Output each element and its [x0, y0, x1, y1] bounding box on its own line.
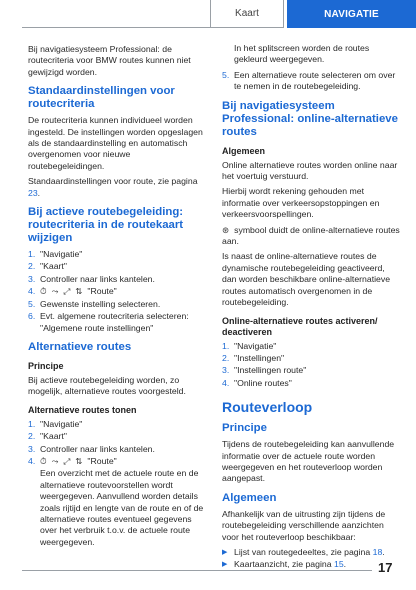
triangle-bullet-icon: ▶: [222, 548, 228, 556]
step-item: 1. "Navigatie": [28, 249, 83, 260]
page-number: 17: [378, 560, 393, 575]
step-item: 3. Controller naar links kantelen.: [28, 273, 155, 284]
road-icon: ⇅: [75, 455, 83, 466]
principle-text: Bij actieve routebegeleiding worden, zo mogelijk, alternatieve routes voorgesteld.: [28, 374, 186, 397]
heading-general: Algemeen: [222, 145, 266, 156]
page-link-18[interactable]: 18: [372, 546, 383, 557]
heading-standard-settings: Standaardinstellingen voor routecriteria: [28, 85, 175, 111]
page-header: [0, 0, 416, 28]
general-text-3: Is naast de online-alternatieve routes de dynamische routebegeleiding geactiveerd, dan worden beschikbare online-alternatieve routes automatisch overgenomen in de routebegeleiding.: [222, 251, 391, 308]
intro-text: Bij navigatiesysteem Professional: de routecriteria voor BMW routes kunnen niet gewijzigd worden.: [28, 44, 191, 77]
heading-professional-online: Bij navigatiesysteem Professional: online-alternatieve routes: [222, 99, 398, 138]
road-icon: ⇅: [75, 286, 83, 297]
online-route-icon: ⊛: [222, 224, 230, 235]
split-text: In het splitscreen worden de routes gekleurd weergegeven.: [234, 43, 370, 65]
heading-principle-2: Principe: [222, 422, 267, 435]
step-item: 4. ⏱ ⤳ ⤢ ⇅ "Route": [28, 455, 117, 466]
step-item: 4. ⏱ ⤳ ⤢ ⇅ "Route": [28, 286, 117, 297]
general-text-2: Hierbij wordt rekening gehouden met informatie over verkeersopstoppingen en verkeersvoorspellingen.: [222, 186, 380, 220]
step-item: 2. "Kaart": [28, 261, 67, 272]
heading-general-2: Algemeen: [222, 491, 277, 504]
route-icon: ⤳: [51, 286, 59, 297]
principle-text-2: Tijdens de routebegeleiding kan aanvullende informatie over de actuele route worden weergegeven en het routeverloop worden aangepast.: [222, 439, 395, 484]
page-link-15[interactable]: 15: [333, 559, 344, 570]
left-column: [28, 44, 206, 552]
chapter-tab: NAVIGATIE: [287, 0, 416, 28]
step-item: 2. "Instellingen": [222, 352, 285, 363]
right-column: [222, 44, 400, 572]
list-item: ▶ Lijst van routegedeeltes, zie pagina 18.: [222, 546, 385, 557]
map-pin-icon: ⤢: [63, 286, 71, 297]
footer-rule: [22, 570, 372, 571]
standard-reference: Standaardinstellingen voor route, zie pagina 23.: [28, 176, 198, 198]
step-item: 6. Evt. algemene routecriteria selecteren: "Algemene route instellingen": [28, 311, 189, 333]
heading-activate-online: Online-alternatieve routes activeren/ deactiveren: [222, 315, 378, 337]
standard-text: De routecriteria kunnen individueel worden ingesteld. De instellingen worden opgeslagen als de standaardinstelling en automatisch overgenomen voor nieuwe routebegeleidingen.: [28, 115, 203, 171]
active-steps: [28, 249, 206, 334]
list-item: ▶ Kaartaanzicht, zie pagina 15.: [222, 559, 347, 570]
heading-route-course: Routeverloop: [222, 399, 313, 416]
step-item: 5. Gewenste instelling selecteren.: [28, 298, 161, 309]
step-item: 2. "Kaart": [28, 431, 67, 442]
heading-active-guidance: Bij actieve routebegeleiding: routecriteria in de routekaart wijzigen: [28, 206, 184, 245]
clock-icon: ⏱: [40, 286, 47, 297]
step-item: 3. Controller naar links kantelen.: [28, 443, 155, 454]
step-item: 1. "Navigatie": [28, 418, 83, 429]
step-item: 4. "Online routes": [222, 377, 292, 388]
map-pin-icon: ⤢: [63, 455, 71, 466]
show-detail-text: Een overzicht met de actuele route en de alternatieve routevoorstellen wordt weergegeven. Aanvullend worden details zoals rijtijd en lengte van de route en of de alternatieve routes eventueel gegevens over het verbruik t.o.v. de actuele route weergegeven.: [40, 468, 204, 547]
page-link-23[interactable]: 23: [28, 187, 38, 198]
clock-icon: ⏱: [40, 455, 47, 466]
heading-show-alternatives: Alternatieve routes tonen: [28, 404, 137, 415]
triangle-bullet-icon: ▶: [222, 561, 228, 569]
heading-alternative-routes: Alternatieve routes: [28, 340, 132, 353]
route-icon: ⤳: [51, 455, 59, 466]
heading-principle: Principe: [28, 360, 64, 371]
general-text-1: Online alternatieve routes worden online naar het voertuig verstuurd.: [222, 159, 398, 182]
symbol-text: ⊛ symbool duidt de online-alternatieve routes aan.: [222, 224, 400, 247]
step-item: 1. "Navigatie": [222, 340, 277, 351]
general-2-text: Afhankelijk van de uitrusting zijn tijdens de routebegeleiding verschillende aanzichten voor het routeverloop beschikbaar:: [222, 508, 386, 542]
activate-steps: [222, 341, 400, 390]
step-item: 3. "Instellingen route": [222, 365, 307, 376]
show-steps: [28, 419, 206, 468]
view-list: [222, 547, 400, 571]
section-label: Kaart: [210, 0, 284, 28]
step-item: 5. Een alternatieve route selecteren om over te nemen in de routebegeleiding.: [222, 69, 396, 92]
